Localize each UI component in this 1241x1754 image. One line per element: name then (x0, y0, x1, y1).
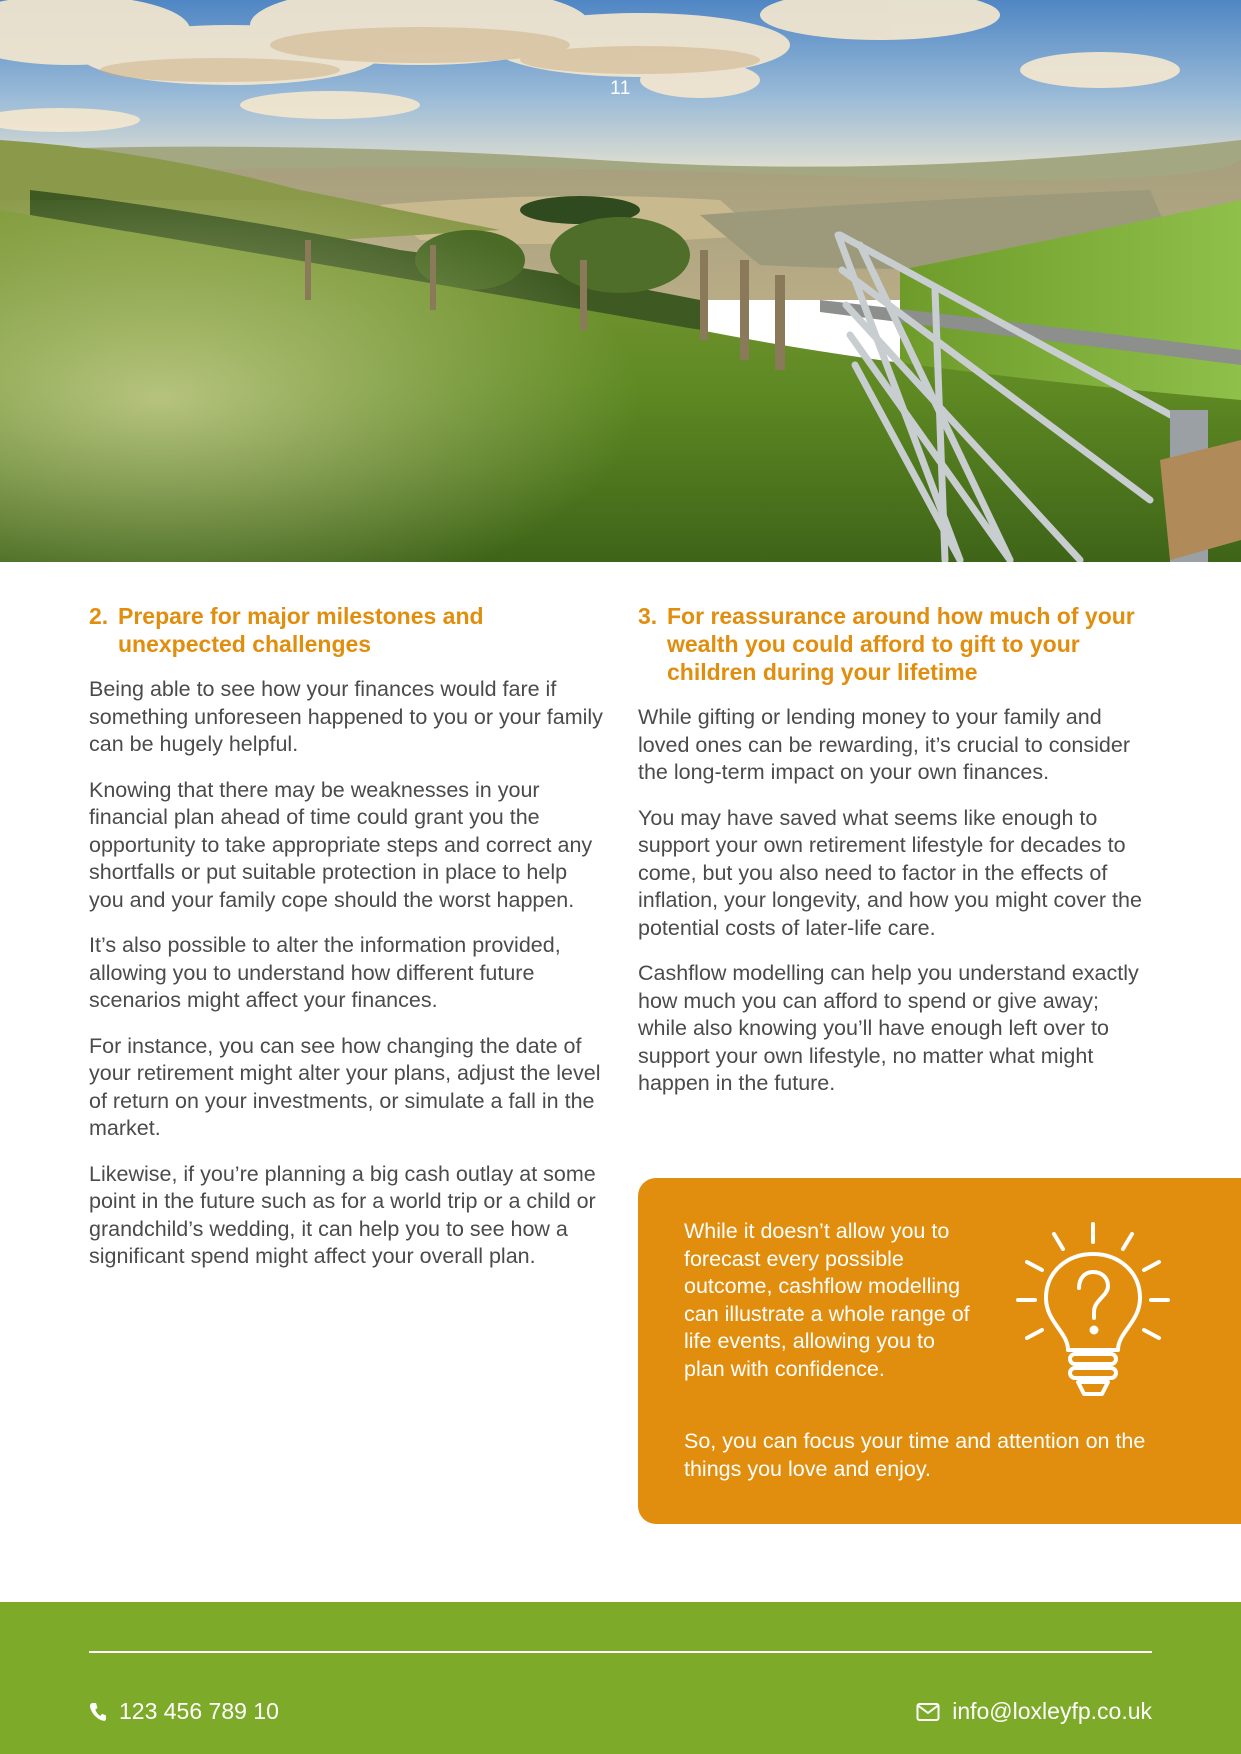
paragraph: While gifting or lending money to your family and loved ones can be rewarding, it’s crucial to consider the long-term impact on your own finances. (638, 705, 1130, 784)
hero-landscape-photo (0, 0, 1241, 562)
paragraph: It’s also possible to alter the information provided, allowing you to understand how different future scenarios might affect your finances. (89, 933, 561, 1012)
callout-text: While it doesn’t allow you to forecast every possible outcome, cashflow modelling can illustrate a whole range of life events, allowing you to plan with confidence. (684, 1219, 970, 1381)
paragraph: Likewise, if you’re planning a big cash outlay at some point in the future such as for a world trip or a child or grandchild’s wedding, it can help you to see how a significant spend might affect your overall plan. (89, 1161, 596, 1268)
paragraph: Being able to see how your finances would fare if something unforeseen happened to you or your family can be hugely helpful. (89, 677, 603, 756)
footer-phone[interactable] (89, 1698, 279, 1725)
section-heading-2 (89, 602, 604, 658)
paragraph: Cashflow modelling can help you understand exactly how much you can afford to spend or give away; while also knowing you’ll have enough left over to support your own lifestyle, no matter what might happen in the future. (638, 961, 1139, 1095)
heading-number: 2. (89, 603, 109, 629)
paragraph: For instance, you can see how changing the date of your retirement might alter your plans, adjust the level of return on your investments, or simulate a fall in the market. (89, 1033, 601, 1140)
section-heading-3 (638, 602, 1148, 686)
heading-number: 3. (638, 603, 658, 629)
footer-divider (89, 1651, 1152, 1653)
lightbulb-question-icon (1016, 1220, 1170, 1400)
paragraph: You may have saved what seems like enough to support your own retirement lifestyle for decades to come, but you also need to factor in the effects of inflation, your longevity, and how you might cover the potential costs of later-life care. (638, 805, 1142, 940)
paragraph: Knowing that there may be weaknesses in your financial plan ahead of time could grant you the opportunity to take appropriate steps and correct any shortfalls or put suitable protection in place to help you and your family cope should the worst happen. (89, 777, 593, 912)
left-column (89, 602, 604, 1289)
envelope-icon (916, 1702, 940, 1722)
phone-number: 123 456 789 10 (119, 1698, 279, 1724)
callout-box (638, 1178, 1241, 1524)
page-number: 11 (610, 78, 631, 99)
email-address: info@loxleyfp.co.uk (952, 1698, 1152, 1724)
footer-email[interactable] (916, 1698, 1152, 1725)
right-column (638, 602, 1148, 1116)
heading-text: For reassurance around how much of your wealth you could afford to gift to your children during your lifetime (667, 603, 1135, 685)
phone-icon (89, 1702, 107, 1722)
callout-text: So, you can focus your time and attention on the things you love and enjoy. (684, 1429, 1146, 1481)
footer (0, 1602, 1241, 1754)
heading-text: Prepare for major milestones and unexpected challenges (118, 603, 484, 657)
